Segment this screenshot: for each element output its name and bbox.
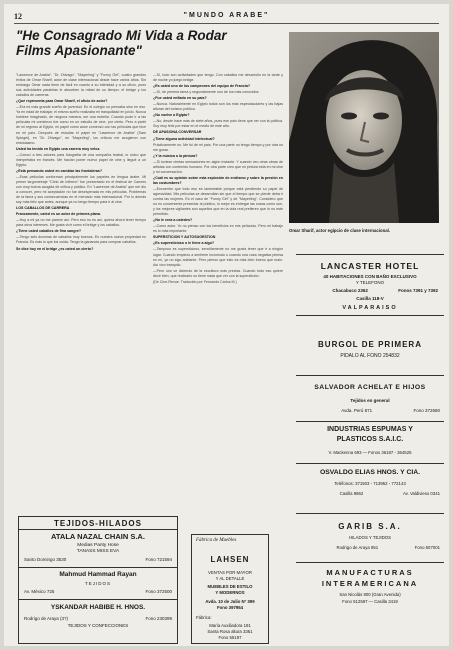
ad-mahmud-sub: TEJIDOS: [84, 581, 111, 586]
article-question: ¿No vuelve a Egipto?: [153, 113, 190, 118]
ad-lahsen: [191, 534, 269, 644]
article-paragraph: —Como actor. Yo no pienso con los beneficios en mis películas. Pero mi trabajo es lo más importante.: [153, 224, 283, 234]
ad-industrias-address: V. Mackenna 693 — Fonos 36187 - 364525: [328, 450, 412, 455]
article-question: ¿Cuál es su opinión sobre esta explosión de erotismo y sobre la presión en las costumbres?: [153, 175, 283, 185]
ad-mahmud-phone: Fono 372500: [145, 589, 172, 594]
ad-lahsen-sub3: MUEBLES DE ESTILO: [207, 584, 253, 589]
ad-osvaldo-address: Av. Valdivieso 0341: [402, 491, 440, 496]
ad-atala-sub2: TANASS MISS EVA: [76, 549, 120, 554]
article-question: ¿Y la música o la pintura?: [153, 153, 198, 158]
article-paragraph: —Tampoco es supersticioso, sencillamente no me gusta tener que ir a ningún lugar. Cuando empiezo a sentirme incómodo o cuando una cosa negativa piensa en mí, yo no sigo adelante. Pero pienso que esto es más bien bueno que malo. Así vivo tranquilo.: [153, 247, 283, 267]
ad-lahsen-phone2: Fono 55197: [218, 635, 242, 640]
ad-lancaster-city: VALPARAISO: [342, 305, 398, 311]
ad-lancaster-contact: [296, 288, 444, 293]
photo-caption: Omar Sharif, actor egipcio de clase internacional.: [289, 228, 391, 233]
ad-salvador-address: Avda. Perú 871: [341, 408, 373, 413]
ad-atala-sub1: Medias Panty Hose: [77, 543, 119, 548]
ad-lahsen-sub1: VENTAS POR MAYOR: [207, 570, 252, 575]
article-paragraph: —Encuentro que todo eso es lamentable porque está perdiendo su papel de agresividad. Mis películas se desarrollan sin que el tiempo que se pierde deba ir contra las mujeres. Es el caso de "Funny Girl" y de "Mayerling". Considero que no es conveniente presentar al público, lo mejor es entregar las cosas como son, y los mejores vigilantes son aquellos que en la vida real prefieren que lo no esté permitido.: [153, 186, 283, 217]
ad-lahsen-address3: Santa Rosa altura 3361: [207, 629, 253, 634]
ad-industrias: [296, 421, 444, 461]
ad-manufacturas: [296, 562, 444, 610]
headline-line-1: "He Consagrado Mi Vida a Rodar: [16, 28, 227, 43]
article-paragraph: —Si tuviese ciertas sensaciones en algún instante. Y cuando veo otras obras de artistas con contenido humano. Por otra parte creo que mi pintura está en mi cine y mi conversación.: [153, 159, 283, 174]
article-question: ¿Tiene alguna actividad intelectual?: [153, 136, 215, 141]
ad-salvador-sub: Tejidos en general: [350, 398, 390, 403]
ad-lancaster-sub2: Y TELEFONO: [355, 280, 385, 285]
ad-lahsen-phone1: Fono 397954: [216, 605, 244, 610]
ad-osvaldo-casilla: Casilla 9862: [339, 491, 364, 496]
ad-yskandar-sub: TEJIDOS Y CONFECCIONES: [67, 623, 129, 628]
article-question: Francamente, usted es un actor de primera plana.: [16, 212, 101, 217]
ad-atala-phone: Fono 721594: [145, 557, 172, 562]
article-question: ¿No le crea a ustedes?: [153, 218, 193, 223]
ad-lancaster: [296, 254, 444, 316]
ad-burgol-sub: PIDALO AL FONO 254832: [340, 353, 400, 359]
ad-burgol: [296, 334, 444, 368]
article-paragraph: —Pero uno ve diciendo de la escultura más precisa. Cuando todo eso quiere decir bien, que realizarlo no tiene nada que ver con la superstición.: [153, 268, 283, 278]
ad-lahsen-sub4: Y MODERNOS: [215, 590, 245, 595]
magazine-name: "MUNDO ARABE": [183, 12, 270, 19]
ad-tejidos-title: TEJIDOS-HILADOS: [54, 519, 142, 528]
ad-lancaster-name: LANCASTER HOTEL: [320, 261, 420, 271]
ad-mahmud-contact: [19, 589, 177, 594]
ad-osvaldo-contact: [296, 491, 444, 496]
article-question: Se dice hoy en el bridge ¿es usted un cierto?: [16, 246, 94, 251]
ad-manufacturas-name2: INTERAMERICANA: [321, 579, 419, 588]
ad-garib: [296, 513, 444, 557]
ad-lancaster-phones: Fonos 7391 y 7392: [398, 288, 438, 293]
article-question: ¿Qué representa para Omar Sharif, el oficio de actor?: [16, 99, 108, 104]
ad-lancaster-casilla: Casilla 118-V: [356, 296, 384, 301]
ad-osvaldo-name: OSVALDO ELIAS HNOS. Y CIA.: [319, 469, 421, 476]
article-paragraph: —Nunca. Naturalmente en Egipto todos son los más espectaculares y las bajas alturas del turismo político.: [153, 102, 283, 112]
article-question: DE APASIONA CONVERSAR: [153, 130, 202, 135]
article-question: ¿Tiene usted caballos de fina sangre?: [16, 229, 82, 234]
ad-salvador-contact: [296, 408, 444, 413]
ad-industrias-name2: PLASTICOS S.A.I.C.: [336, 436, 404, 443]
ad-garib-contact: [296, 545, 444, 550]
ad-industrias-name1: INDUSTRIAS ESPUMAS Y: [327, 426, 413, 433]
article-paragraph: —Sí, de primera tarea y segundamente uno de los más conocidos.: [153, 90, 260, 95]
article-question: ¿Es supersticioso o le tiene a algo?: [153, 241, 215, 246]
portrait-drawing: [289, 32, 439, 223]
ad-lahsen-sub2: Y AL DETALLE: [215, 576, 245, 581]
ad-garib-address: Rodrigo de Araya 951: [336, 545, 379, 550]
article-paragraph: —Hoy a mi ya no me parece así. Pero eso no es así, quiera ahora tener tiempo para otros intereses. Me gusta vivir como el bridge y los caballos.: [16, 218, 146, 228]
ad-salvador-phone: Fono 372680: [413, 408, 440, 413]
ad-manufacturas-address: San Nicolás 800 (Gran Avenida): [339, 592, 401, 597]
article-paragraph: —Sí, todo son actividades que tengo. Con caballos me desarrollo en la tarde y de noche yo juego bridge.: [153, 73, 283, 83]
ad-tejidos-hilados: [18, 516, 178, 644]
page-number: 12: [14, 12, 22, 21]
article-column-1: [16, 73, 146, 521]
ad-manufacturas-name1: MANUFACTURAS: [326, 568, 414, 577]
ad-burgol-name: BURGOL DE PRIMERA: [318, 340, 422, 349]
ad-lahsen-address1: Avda. 10 de Julio Nº 399: [205, 599, 255, 604]
portrait-photo: [289, 32, 439, 223]
ad-lahsen-address2: María Auxiliadora 191: [209, 623, 251, 628]
article-paragraph: —Esas películas conforman principalmente los papeles en lengua árabe. Mi primer largometraje "Cielo de Infierno" fue presentado en el festival de Cannes con muy buena acogida de crítica y público. En "Lawrence de Arabia" que me dio a conocer, pero mi aceptación no fue desesperada en mis películas. Problemas de la fama y sus consecuencias en el mercado más internacional. Por lo demás soy más feliz que antes, aunque ya no tengo tiempo para ir al cine.: [16, 174, 146, 205]
ad-salvador-name: SALVADOR ACHELAT E HIJOS: [314, 384, 426, 391]
ad-garib-phone: Fono 507001: [414, 545, 440, 550]
article-question: LOS CABALLOS DE CARRERA: [16, 206, 70, 211]
article-paragraph: —Tengo seis docenas de caballos muy buenos. En nuestra nueva propiedad en Francia. Es más lo que los cuida. Tengo la ganancia para comprar caballos.: [16, 235, 146, 245]
ad-yskandar-phone: Fono 230399: [145, 616, 172, 621]
headline-line-2: Films Apasionante": [16, 43, 142, 58]
ad-mahmud-name: Mahmud Hammad Rayan: [59, 571, 137, 578]
page-header: [14, 12, 439, 24]
ad-yskandar-contact: [19, 616, 177, 621]
ad-mahmud-address: Av. México 725: [24, 589, 55, 594]
article-question: ¿Está pensando usted en cambiar las frontaleras?: [16, 168, 103, 173]
article-paragraph: Prácticamente no. Me fui de mi país. Por una parte no tengo tiempo y por otra no me gusta.: [153, 142, 283, 152]
article-headline: [16, 28, 281, 58]
ad-lahsen-top: Fábrica de Muebles: [196, 538, 237, 543]
article-question: Usted ha tenido en Egipto una carrera muy veloz.: [16, 146, 101, 151]
ad-osvaldo: [296, 463, 444, 503]
ad-atala-contact: [19, 557, 177, 562]
article-question: ¿Es usted uno de los campeones del equipo de Francia?: [153, 84, 251, 89]
magazine-page: [4, 4, 449, 646]
ad-osvaldo-phones: Teléfonos: 371503 - 713952 - 772143: [334, 481, 406, 486]
ad-yskandar-address: Rodrigo de Araya (3?): [24, 616, 69, 621]
ad-garib-name: GARIB S.A.: [338, 522, 402, 531]
ad-atala-address: Santo Domingo 3530: [24, 557, 67, 562]
article-paragraph: —No, desde hace más de siete años, pues ese país tiene que ver con la política. Soy muy feliz por estar en el medio de este año.: [153, 119, 283, 129]
article-paragraph: —Era mi más grande sueño de juventud. En el colegio no pensaba sino en eso. Ya en edad de trabajar, el mismo sueño realizaba mi tranquilidad en juicio. Nunca hubiese imaginado, de ninguna manera, ser una estrella. Cuando pude ir a las películas mi comienzo fue como en un estudio de cine, por cierto. Pero a partir de mi regreso al Egipto, mi papel como actor comenzó con las películas que hice en mi país. Después de estudiar el papel en "Lawrence de Arabia" (Sam Spiegel), en "Dr. Zhivago", en "Mayerling", los críticos me acogieron con entusiasmo.: [16, 105, 146, 145]
ad-lancaster-address: Chacabuco 2362: [332, 288, 368, 293]
article-question: ¿Fue usted enfiado en su país?: [153, 96, 207, 101]
ad-yskandar-name: YSKANDAR HABIBE H. HNOS.: [50, 604, 146, 611]
ad-garib-sub: HILADOS Y TEJIDOS: [348, 535, 392, 540]
ad-lancaster-sub1: 40 HABITACIONES CON BAÑO EXCLUSIVO: [323, 274, 417, 279]
article-paragraph: (De Cine-Revue. Traducido por Fernando Carlos M.): [153, 279, 237, 284]
article-paragraph: "Lawrence de Arabia", "Dr. Zhivago", "Mayerling" y "Funny Girl", cuatro grandes éxitos de Omar Sharif, actor de clase internacional desde hace varios años. Sin embargo Omar nada tiene de fácil en cuanto a su intimidad y a su oficio, pues sus actividades paralelas le absorben la mitad de su tiempo: el bridge y los caballos de carreras.: [16, 73, 146, 98]
ad-salvador: [296, 375, 444, 418]
ad-lahsen-factory: Fábrica:: [196, 615, 212, 620]
ad-atala-name: ATALA NAZAL CHAIN S.A.: [51, 532, 145, 541]
article-paragraph: —Conocí a tres actores para fotografía de una compañía teatral, lo único que interpretaba en francés. Me hacían poner nuevo papel de cine y llegué a un Egipto.: [16, 152, 146, 167]
ad-lahsen-name: LAHSEN: [210, 555, 250, 564]
ad-manufacturas-phones: Fono 512597 — Casilla 3419: [342, 599, 398, 604]
article-column-2: [153, 73, 283, 443]
article-question: SUPERSTICION Y AUTOSUGESTION: [153, 235, 216, 240]
